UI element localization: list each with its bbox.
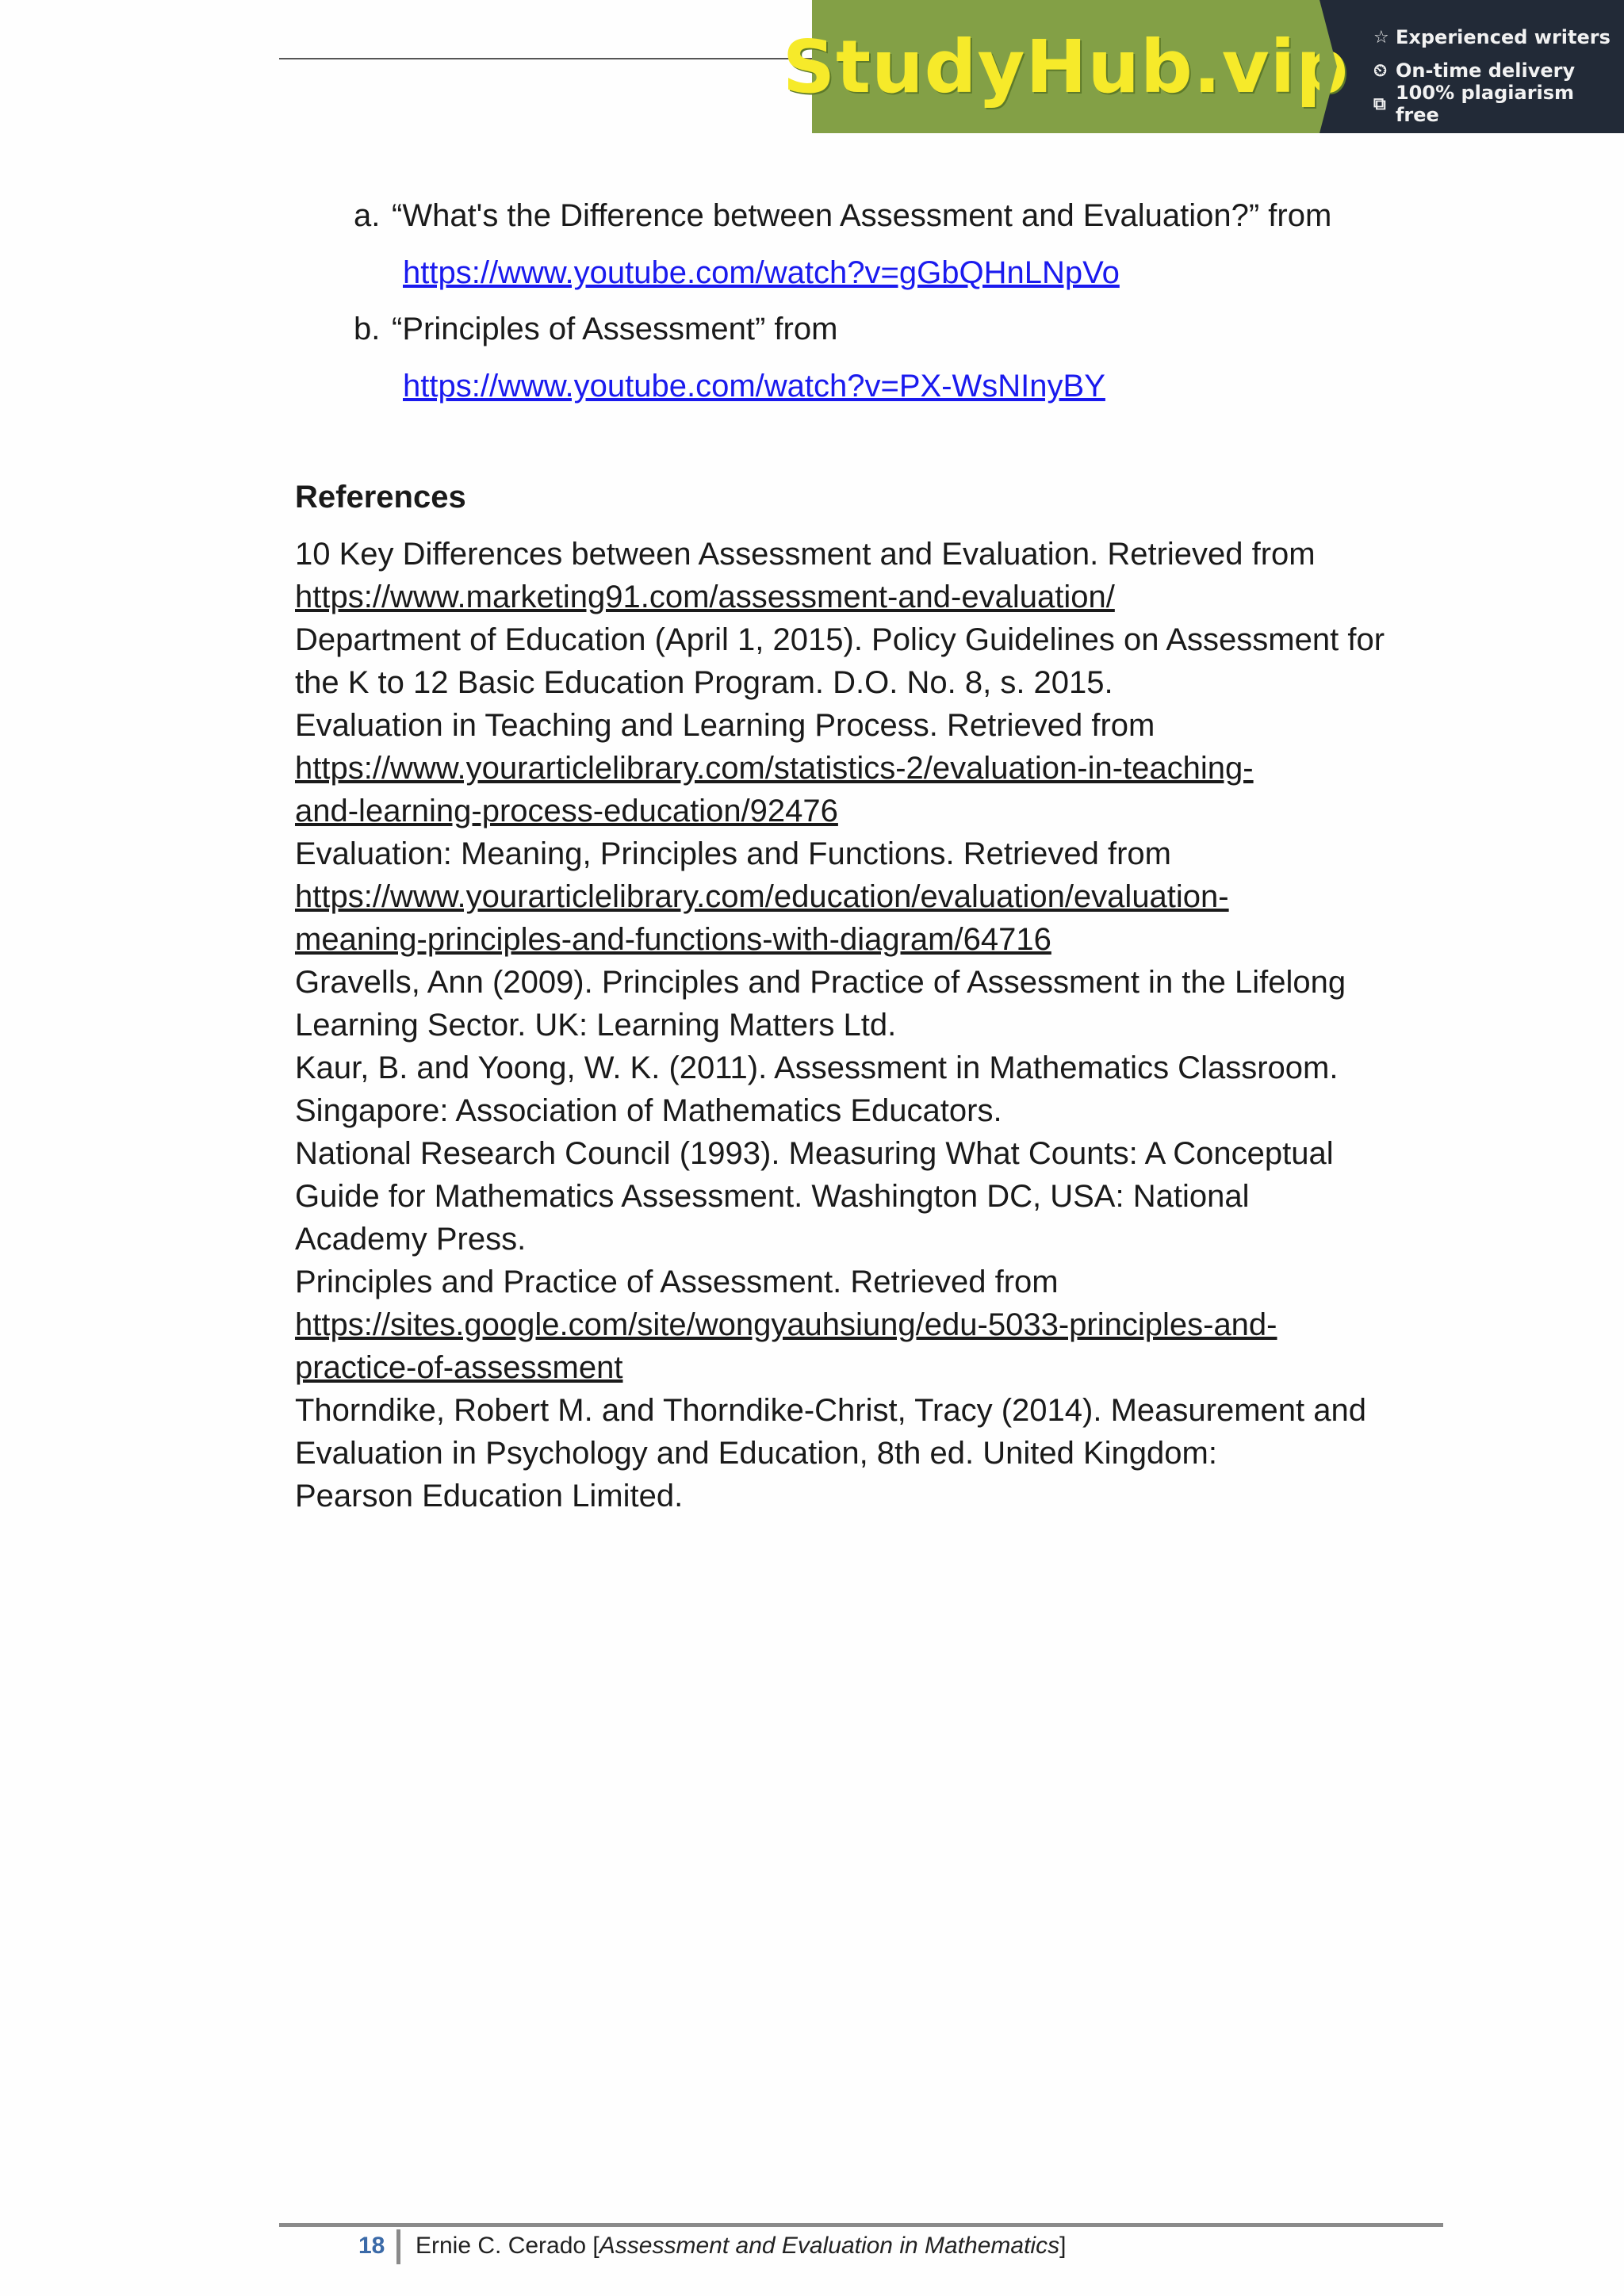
reference-text: Department of Education (April 1, 2015). Policy Guidelines on Assessment for [295, 622, 1385, 657]
resource-text: “What's the Difference between Assessment and Evaluation?” from [392, 198, 1332, 233]
feature-label: Experienced writers [1396, 26, 1611, 48]
reference-text: the K to 12 Basic Education Program. D.O. No. 8, s. 2015. [295, 665, 1113, 700]
reference-text: Evaluation: Meaning, Principles and Functions. Retrieved from [295, 836, 1171, 871]
footer-title: Assessment and Evaluation in Mathematics [599, 2233, 1060, 2259]
reference-url[interactable]: https://www.yourarticlelibrary.com/statistics-2/evaluation-in-teaching- [295, 751, 1254, 786]
resource-link-b[interactable]: https://www.youtube.com/watch?v=PX-WsNInyBY [403, 369, 1105, 404]
reference-text: National Research Council (1993). Measuring What Counts: A Conceptual [295, 1136, 1334, 1171]
footer-close: ] [1059, 2233, 1067, 2259]
reference-url[interactable]: https://www.marketing91.com/assessment-and-evaluation/ [295, 580, 1115, 614]
star-icon: ☆ [1373, 27, 1389, 48]
page-number: 18 [358, 2233, 385, 2259]
clock-icon: ⏲ [1373, 60, 1388, 81]
reference-url[interactable]: https://www.yourarticlelibrary.com/education/evaluation/evaluation- [295, 879, 1229, 914]
feature-plagiarism-free [1373, 82, 1624, 126]
reference-entry [295, 832, 1421, 961]
reference-entry [295, 533, 1421, 618]
reference-text: 10 Key Differences between Assessment and Evaluation. Retrieved from [295, 537, 1316, 572]
footer-caption [416, 2233, 1066, 2260]
resource-item-b [354, 308, 1464, 350]
reference-text: Gravells, Ann (2009). Principles and Practice of Assessment in the Lifelong [295, 965, 1346, 1000]
reference-text: Principles and Practice of Assessment. Retrieved from [295, 1265, 1059, 1299]
footer-author: Ernie C. Cerado [ [416, 2233, 599, 2259]
reference-text: Learning Sector. UK: Learning Matters Ltd. [295, 1008, 897, 1043]
feature-label: On-time delivery [1396, 59, 1576, 82]
reference-entry [295, 961, 1421, 1047]
reference-url[interactable]: https://sites.google.com/site/wongyauhsiung/edu-5033-principles-and- [295, 1307, 1277, 1342]
brand-panel[interactable] [782, 0, 1350, 133]
reference-text: Guide for Mathematics Assessment. Washington DC, USA: National [295, 1179, 1250, 1214]
studyhub-banner[interactable] [782, 0, 1624, 133]
reference-url[interactable]: and-learning-process-education/92476 [295, 794, 838, 828]
reference-text: Thorndike, Robert M. and Thorndike-Christ, Tracy (2014). Measurement and [295, 1393, 1366, 1428]
resource-link-a[interactable]: https://www.youtube.com/watch?v=gGbQHnLNpVo [403, 255, 1120, 290]
feature-label: 100% plagiarism free [1395, 82, 1575, 126]
list-marker: b. [354, 312, 381, 346]
reference-entry [295, 1261, 1421, 1389]
copy-icon: ⧉ [1373, 94, 1386, 114]
reference-entry [295, 618, 1421, 704]
reference-entry [295, 704, 1421, 832]
reference-text: Kaur, B. and Yoong, W. K. (2011). Assessment in Mathematics Classroom. [295, 1050, 1339, 1085]
reference-text: Evaluation in Psychology and Education, 8th ed. United Kingdom: [295, 1436, 1217, 1471]
reference-entry [295, 1047, 1421, 1132]
brand-logo[interactable]: StudyHub.vip [782, 24, 1350, 109]
footer-rule [279, 2223, 1443, 2227]
references-heading: References [295, 480, 466, 515]
feature-experienced-writers [1373, 21, 1624, 54]
reference-text: Academy Press. [295, 1222, 527, 1257]
reference-text: Pearson Education Limited. [295, 1479, 684, 1513]
reference-entry [295, 1132, 1421, 1261]
resource-item-a [354, 194, 1464, 237]
reference-text: Singapore: Association of Mathematics Educators. [295, 1093, 1002, 1128]
page-footer [279, 2229, 1443, 2264]
reference-url[interactable]: meaning-principles-and-functions-with-diagram/64716 [295, 922, 1051, 957]
feature-list [1320, 0, 1624, 133]
reference-text: Evaluation in Teaching and Learning Process. Retrieved from [295, 708, 1155, 743]
list-marker: a. [354, 198, 381, 233]
reference-url[interactable]: practice-of-assessment [295, 1350, 623, 1385]
resource-text: “Principles of Assessment” from [392, 312, 838, 346]
reference-entry [295, 1389, 1421, 1517]
footer-separator [396, 2229, 400, 2264]
header-rule [279, 58, 818, 59]
references-list [295, 533, 1421, 1517]
